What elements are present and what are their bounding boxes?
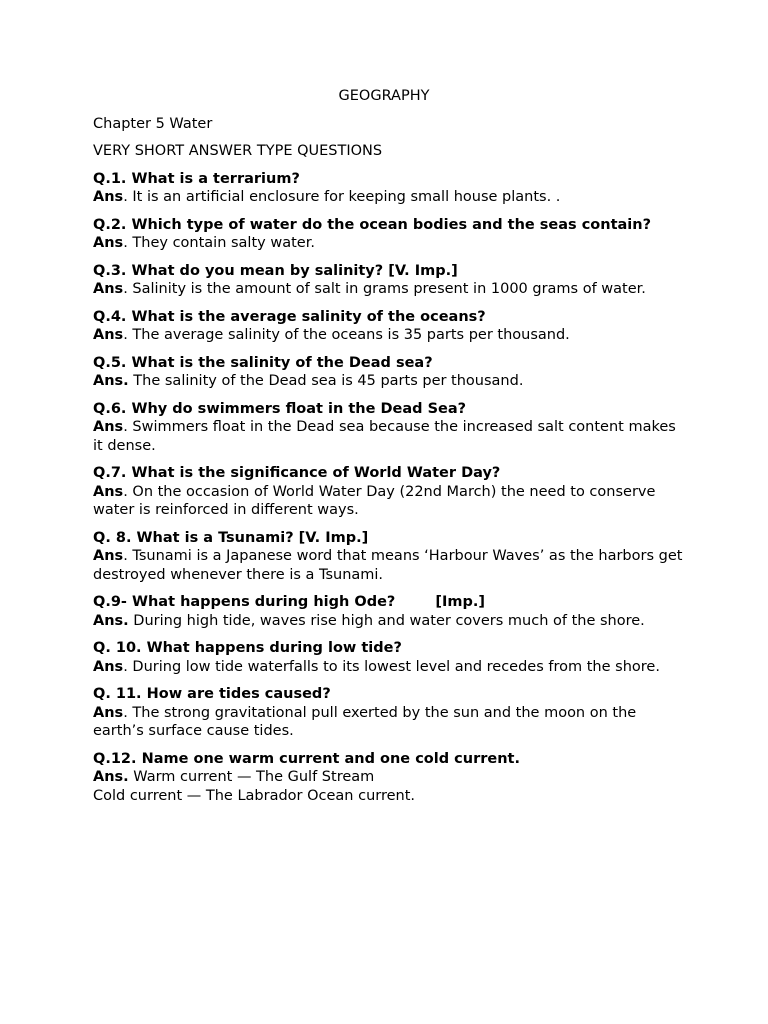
answer-label: Ans: [93, 483, 124, 500]
qa-item-10: [93, 639, 688, 676]
qa-item-9: [93, 593, 688, 630]
answer-label: Ans: [93, 419, 124, 435]
answer-line-2: Cold current — The Labrador Ocean current.: [93, 787, 416, 804]
answer-text: During high tide, waves rise high and water covers much of the shore.: [128, 612, 645, 629]
section-heading: VERY SHORT ANSWER TYPE QUESTIONS: [93, 143, 383, 159]
question-text: Q.9- What happens during high Ode?: [93, 594, 396, 610]
answer-label: Ans: [93, 658, 124, 675]
answer: [93, 234, 688, 253]
answer: [93, 547, 688, 584]
answer-text: . During low tide waterfalls to its lowest level and recedes from the shore.: [123, 658, 660, 675]
answer-text: . Swimmers float in the Dead sea because the increased salt content makes it dense.: [93, 419, 676, 454]
answer-text: . The average salinity of the oceans is 35 parts per thousand.: [123, 327, 570, 343]
question: Q.5. What is the salinity of the Dead sea?: [93, 354, 433, 371]
question: Q. 8. What is a Tsunami? [V. Imp.]: [93, 529, 369, 546]
answer: [93, 188, 688, 207]
answer: [93, 768, 688, 787]
answer-label: Ans: [93, 235, 124, 251]
qa-item-2: [93, 216, 688, 253]
answer: [93, 418, 688, 455]
answer-label: Ans: [93, 327, 124, 343]
answer-label: Ans.: [93, 373, 129, 389]
answer-text: . The strong gravitational pull exerted by the sun and the moon on the earth’s surface cause tides.: [93, 704, 637, 739]
answer-label: Ans.: [93, 769, 129, 785]
answer-label: Ans: [93, 548, 124, 564]
answer-label: Ans: [93, 704, 124, 721]
answer: [93, 280, 688, 299]
answer-text: Warm current — The Gulf Stream: [128, 769, 375, 785]
question: [93, 593, 688, 612]
qa-item-11: [93, 685, 688, 741]
answer-label: Ans: [93, 281, 124, 297]
answer-text: . They contain salty water.: [123, 235, 315, 251]
question: Q. 10. What happens during low tide?: [93, 640, 402, 656]
qa-item-8: [93, 529, 688, 585]
answer: [93, 612, 688, 631]
chapter-heading: Chapter 5 Water: [93, 115, 213, 132]
answer: [93, 658, 688, 677]
question: Q.2. Which type of water do the ocean bodies and the seas contain?: [93, 216, 652, 233]
answer-label: Ans: [93, 189, 124, 205]
answer-label: Ans.: [93, 612, 129, 629]
answer: [93, 326, 688, 345]
question: Q.12. Name one warm current and one cold current.: [93, 750, 520, 767]
qa-item-5: [93, 354, 688, 391]
question: Q.7. What is the significance of World Water Day?: [93, 465, 501, 481]
answer: [93, 372, 688, 391]
question: Q.1. What is a terrarium?: [93, 170, 300, 187]
answer-text: . On the occasion of World Water Day (22nd March) the need to conserve water is reinforced in different ways.: [93, 483, 656, 518]
answer-text: . It is an artificial enclosure for keeping small house plants. .: [123, 189, 561, 205]
question: Q.3. What do you mean by salinity? [V. Imp.]: [93, 262, 458, 279]
page-title: GEOGRAPHY: [338, 88, 430, 104]
qa-item-6: [93, 400, 688, 456]
answer-text: . Salinity is the amount of salt in grams present in 1000 grams of water.: [123, 281, 646, 297]
answer-text: The salinity of the Dead sea is 45 parts per thousand.: [128, 373, 524, 389]
answer-text: . Tsunami is a Japanese word that means ‘Harbour Waves’ as the harbors get destroyed whenever there is a Tsunami.: [93, 548, 683, 583]
question: Q.6. Why do swimmers float in the Dead Sea?: [93, 400, 467, 417]
answer: [93, 483, 688, 520]
question: Q. 11. How are tides caused?: [93, 686, 331, 702]
question: Q.4. What is the average salinity of the oceans?: [93, 308, 486, 325]
qa-item-1: [93, 170, 688, 207]
qa-item-4: [93, 308, 688, 345]
qa-item-12: [93, 750, 688, 806]
qa-item-3: [93, 262, 688, 299]
importance-tag: [Imp.]: [435, 594, 485, 610]
qa-item-7: [93, 464, 688, 520]
answer: [93, 704, 688, 741]
